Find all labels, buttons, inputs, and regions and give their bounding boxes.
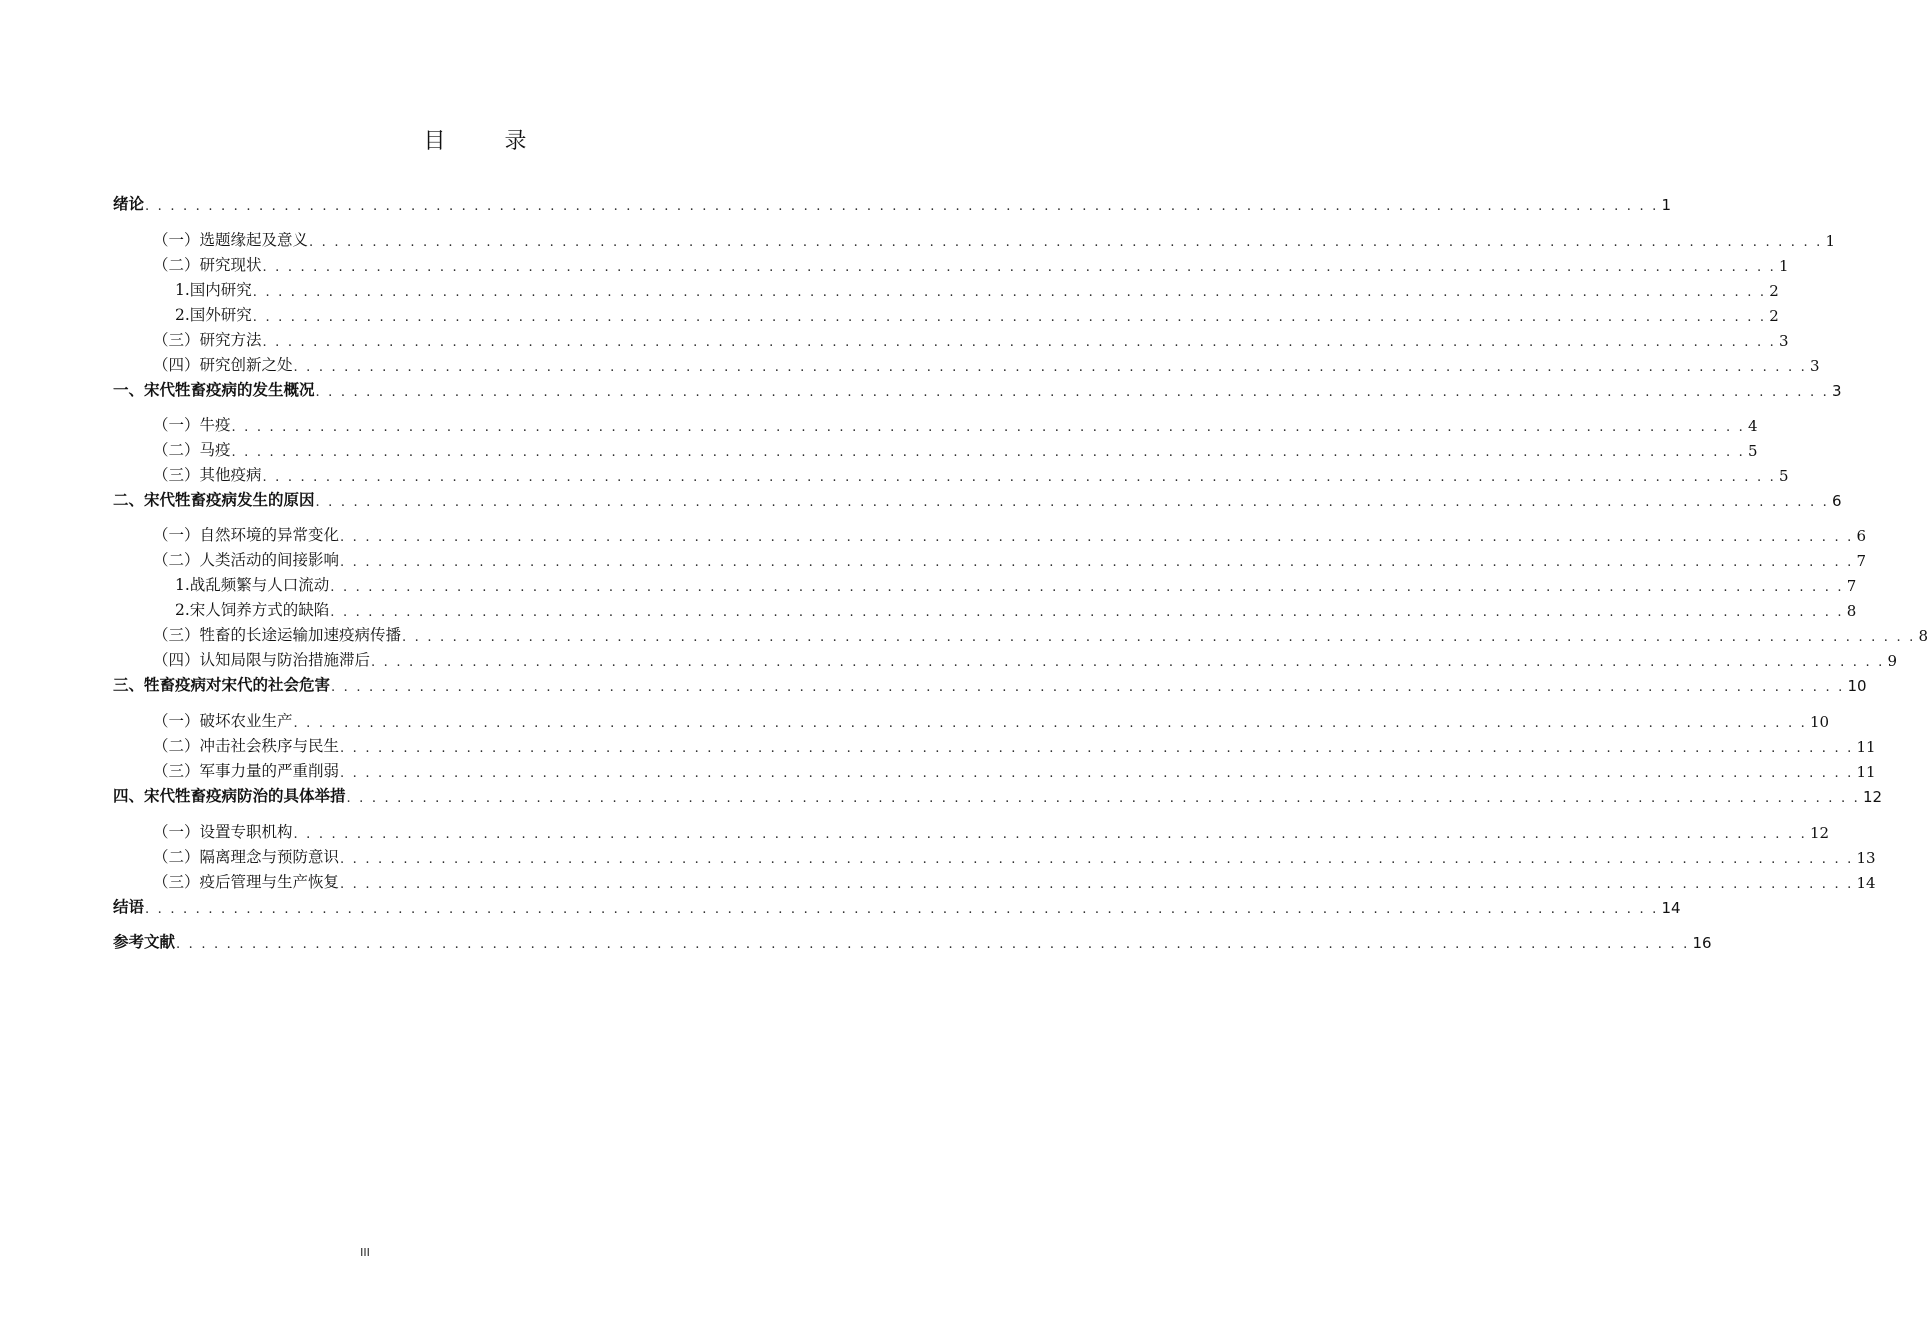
toc-entry-page: 1 [1778, 257, 1789, 275]
page-number: III [360, 1246, 370, 1259]
toc-entry-page: 10 [1809, 713, 1830, 731]
toc-dot-leader: . . . . . . . . . . . . . . . . . . . . . . . . . . . . . . . . . . . . . . . . . . . . . . . . . . . . . . . . . . . . . . . . . . . . . . . . . . . . . . . . . . . . . . . . . . . . . . . . . . . . . . . . . . . . . . . . . . . . . . . . [340, 877, 1854, 892]
toc-entry-page: 14 [1661, 899, 1681, 917]
toc-entry-page: 5 [1747, 442, 1758, 460]
toc-entry[interactable] [113, 671, 1867, 695]
toc-entry-page: 11 [1856, 738, 1876, 756]
toc-dot-leader: . . . . . . . . . . . . . . . . . . . . . . . . . . . . . . . . . . . . . . . . . . . . . . . . . . . . . . . . . . . . . . . . . . . . . . . . . . . . . . . . . . . . . . . . . . . . . . . . . . . . . . . . . . . . . . . . . . . . . . . . [262, 470, 1776, 485]
toc-entry-title: （一）选题缘起及意义 [153, 231, 309, 249]
toc-dot-leader: . . . . . . . . . . . . . . . . . . . . . . . . . . . . . . . . . . . . . . . . . . . . . . . . . . . . . . . . . . . . . . . . . . . . . . . . . . . . . . . . . . . . . . . . . . . . . . . . . . . . . . . . . . . . . . . . . . . . . . . . [293, 360, 1807, 375]
toc-dot-leader: . . . . . . . . . . . . . . . . . . . . . . . . . . . . . . . . . . . . . . . . . . . . . . . . . . . . . . . . . . . . . . . . . . . . . . . . . . . . . . . . . . . . . . . . . . . . . . . . . . . . . . . . . . . . . . . . . . . . . . . . [262, 260, 1776, 275]
toc-entry-title: （一）设置专职机构 [153, 823, 293, 841]
toc-entry-page: 2 [1769, 307, 1779, 325]
toc-dot-leader: . . . . . . . . . . . . . . . . . . . . . . . . . . . . . . . . . . . . . . . . . . . . . . . . . . . . . . . . . . . . . . . . . . . . . . . . . . . . . . . . . . . . . . . . . . . . . . . . . . . . . . . . . . . . . . . . . . . . . . . . [145, 199, 1659, 214]
toc-dot-leader: . . . . . . . . . . . . . . . . . . . . . . . . . . . . . . . . . . . . . . . . . . . . . . . . . . . . . . . . . . . . . . . . . . . . . . . . . . . . . . . . . . . . . . . . . . . . . . . . . . . . . . . . . . . . . . . . . . . . . . . . [330, 605, 1844, 620]
toc-entry-title: （四）认知局限与防治措施滞后 [153, 651, 371, 669]
toc-entry[interactable] [113, 190, 1671, 214]
toc-entry-title: 参考文献 [113, 933, 176, 951]
toc-dot-leader: . . . . . . . . . . . . . . . . . . . . . . . . . . . . . . . . . . . . . . . . . . . . . . . . . . . . . . . . . . . . . . . . . . . . . . . . . . . . . . . . . . . . . . . . . . . . . . . . . . . . . . . . . . . . . . . . . . . . . . . . [293, 827, 1807, 842]
toc-entry-page: 14 [1856, 874, 1876, 892]
toc-entry-title: 二、宋代牲畜疫病发生的原因 [113, 491, 315, 509]
toc-entry-title: 2.国外研究 [175, 306, 252, 324]
toc-entry-page: 16 [1692, 934, 1712, 952]
toc-entry-page: 6 [1856, 527, 1866, 545]
toc-entry[interactable] [113, 757, 1876, 781]
toc-dot-leader: . . . . . . . . . . . . . . . . . . . . . . . . . . . . . . . . . . . . . . . . . . . . . . . . . . . . . . . . . . . . . . . . . . . . . . . . . . . . . . . . . . . . . . . . . . . . . . . . . . . . . . . . . . . . . . . . . . . . . . . . [145, 902, 1659, 917]
toc-entry-title: 三、牲畜疫病对宋代的社会危害 [113, 676, 331, 694]
page-title: 目 录 [423, 129, 553, 154]
toc-dot-leader: . . . . . . . . . . . . . . . . . . . . . . . . . . . . . . . . . . . . . . . . . . . . . . . . . . . . . . . . . . . . . . . . . . . . . . . . . . . . . . . . . . . . . . . . . . . . . . . . . . . . . . . . . . . . . . . . . . . . . . . . [340, 530, 1854, 545]
toc-entry[interactable] [113, 461, 1789, 485]
toc-entry[interactable] [113, 571, 1857, 595]
toc-entry-page: 11 [1856, 763, 1876, 781]
toc-entry-page: 3 [1809, 357, 1820, 375]
toc-entry-page: 2 [1769, 282, 1779, 300]
toc-entry[interactable] [113, 411, 1758, 435]
toc-entry[interactable] [113, 251, 1789, 275]
toc-entry-page: 1 [1661, 196, 1671, 214]
toc-entry-page: 9 [1887, 652, 1897, 670]
toc-entry-title: 一、宋代牲畜疫病的发生概况 [113, 381, 315, 399]
toc-dot-leader: . . . . . . . . . . . . . . . . . . . . . . . . . . . . . . . . . . . . . . . . . . . . . . . . . . . . . . . . . . . . . . . . . . . . . . . . . . . . . . . . . . . . . . . . . . . . . . . . . . . . . . . . . . . . . . . . . . . . . . . . [231, 420, 1745, 435]
toc-dot-leader: . . . . . . . . . . . . . . . . . . . . . . . . . . . . . . . . . . . . . . . . . . . . . . . . . . . . . . . . . . . . . . . . . . . . . . . . . . . . . . . . . . . . . . . . . . . . . . . . . . . . . . . . . . . . . . . . . . . . . . . . [371, 655, 1885, 670]
toc-entry-page: 12 [1862, 788, 1883, 806]
toc-entry-page: 13 [1856, 849, 1876, 867]
toc-entry-title: （三）牲畜的长途运输加速疫病传播 [153, 626, 402, 644]
toc-entry-page: 6 [1831, 492, 1842, 510]
toc-dot-leader: . . . . . . . . . . . . . . . . . . . . . . . . . . . . . . . . . . . . . . . . . . . . . . . . . . . . . . . . . . . . . . . . . . . . . . . . . . . . . . . . . . . . . . . . . . . . . . . . . . . . . . . . . . . . . . . . . . . . . . . . [252, 285, 1767, 300]
toc-entry-page: 3 [1831, 382, 1842, 400]
toc-entry[interactable] [113, 436, 1758, 460]
toc-entry-title: 1.国内研究 [175, 281, 252, 299]
toc-entry-page: 12 [1809, 824, 1830, 842]
toc-entry[interactable] [113, 782, 1883, 806]
toc-dot-leader: . . . . . . . . . . . . . . . . . . . . . . . . . . . . . . . . . . . . . . . . . . . . . . . . . . . . . . . . . . . . . . . . . . . . . . . . . . . . . . . . . . . . . . . . . . . . . . . . . . . . . . . . . . . . . . . . . . . . . . . . [262, 335, 1776, 350]
toc-entry[interactable] [113, 707, 1830, 731]
toc-entry-title: （一）破坏农业生产 [153, 712, 293, 730]
toc-entry-title: （二）马疫 [153, 441, 231, 459]
toc-dot-leader: . . . . . . . . . . . . . . . . . . . . . . . . . . . . . . . . . . . . . . . . . . . . . . . . . . . . . . . . . . . . . . . . . . . . . . . . . . . . . . . . . . . . . . . . . . . . . . . . . . . . . . . . . . . . . . . . . . . . . . . . [309, 235, 1823, 250]
toc-entry[interactable] [113, 621, 1928, 645]
toc-entry-title: （二）人类活动的间接影响 [153, 551, 340, 569]
toc-dot-leader: . . . . . . . . . . . . . . . . . . . . . . . . . . . . . . . . . . . . . . . . . . . . . . . . . . . . . . . . . . . . . . . . . . . . . . . . . . . . . . . . . . . . . . . . . . . . . . . . . . . . . . . . . . . . . . . . . . . . . . . . [293, 716, 1807, 731]
toc-entry[interactable] [113, 596, 1857, 620]
toc-entry[interactable] [113, 301, 1779, 325]
toc-entry-title: 结语 [113, 898, 145, 916]
toc-entry[interactable] [113, 351, 1820, 375]
toc-dot-leader: . . . . . . . . . . . . . . . . . . . . . . . . . . . . . . . . . . . . . . . . . . . . . . . . . . . . . . . . . . . . . . . . . . . . . . . . . . . . . . . . . . . . . . . . . . . . . . . . . . . . . . . . . . . . . . . . . . . . . . . . [331, 680, 1845, 695]
toc-entry-title: （二）隔离理念与预防意识 [153, 848, 340, 866]
toc-entry-page: 8 [1918, 627, 1928, 645]
toc-entry[interactable] [113, 646, 1897, 670]
toc-entry-title: （四）研究创新之处 [153, 356, 293, 374]
toc-entry-page: 8 [1846, 602, 1857, 620]
toc-entry-page: 10 [1847, 677, 1867, 695]
toc-entry[interactable] [113, 546, 1866, 570]
toc-entry-page: 1 [1825, 232, 1835, 250]
toc-entry[interactable] [113, 521, 1866, 545]
toc-entry[interactable] [113, 376, 1842, 400]
toc-entry[interactable] [113, 276, 1779, 300]
toc-entry[interactable] [113, 732, 1876, 756]
toc-entry-title: （一）牛疫 [153, 416, 231, 434]
toc-entry-title: （三）疫后管理与生产恢复 [153, 873, 340, 891]
toc-entry[interactable] [113, 326, 1789, 350]
toc-entry-page: 7 [1856, 552, 1866, 570]
toc-entry[interactable] [113, 226, 1835, 250]
toc-entry-title: 绪论 [113, 195, 145, 213]
toc-entry-title: 1.战乱频繁与人口流动 [175, 576, 330, 594]
toc-entry-title: （三）研究方法 [153, 331, 262, 349]
toc-entry[interactable] [113, 868, 1876, 892]
toc-entry-title: （一）自然环境的异常变化 [153, 526, 340, 544]
toc-entry-title: （二）冲击社会秩序与民生 [153, 737, 340, 755]
toc-dot-leader: . . . . . . . . . . . . . . . . . . . . . . . . . . . . . . . . . . . . . . . . . . . . . . . . . . . . . . . . . . . . . . . . . . . . . . . . . . . . . . . . . . . . . . . . . . . . . . . . . . . . . . . . . . . . . . . . . . . . . . . . [346, 791, 1860, 806]
toc-entry-title: 2.宋人饲养方式的缺陷 [175, 601, 330, 619]
toc-entry-page: 5 [1778, 467, 1789, 485]
toc-entry[interactable] [113, 893, 1681, 917]
toc-dot-leader: . . . . . . . . . . . . . . . . . . . . . . . . . . . . . . . . . . . . . . . . . . . . . . . . . . . . . . . . . . . . . . . . . . . . . . . . . . . . . . . . . . . . . . . . . . . . . . . . . . . . . . . . . . . . . . . . . . . . . . . . [330, 580, 1844, 595]
toc-dot-leader: . . . . . . . . . . . . . . . . . . . . . . . . . . . . . . . . . . . . . . . . . . . . . . . . . . . . . . . . . . . . . . . . . . . . . . . . . . . . . . . . . . . . . . . . . . . . . . . . . . . . . . . . . . . . . . . . . . . . . . . . [315, 495, 1829, 510]
toc-entry[interactable] [113, 486, 1842, 510]
toc-dot-leader: . . . . . . . . . . . . . . . . . . . . . . . . . . . . . . . . . . . . . . . . . . . . . . . . . . . . . . . . . . . . . . . . . . . . . . . . . . . . . . . . . . . . . . . . . . . . . . . . . . . . . . . . . . . . . . . . . . . . . . . . [340, 555, 1854, 570]
toc-dot-leader: . . . . . . . . . . . . . . . . . . . . . . . . . . . . . . . . . . . . . . . . . . . . . . . . . . . . . . . . . . . . . . . . . . . . . . . . . . . . . . . . . . . . . . . . . . . . . . . . . . . . . . . . . . . . . . . . . . . . . . . . [402, 630, 1916, 645]
toc-dot-leader: . . . . . . . . . . . . . . . . . . . . . . . . . . . . . . . . . . . . . . . . . . . . . . . . . . . . . . . . . . . . . . . . . . . . . . . . . . . . . . . . . . . . . . . . . . . . . . . . . . . . . . . . . . . . . . . . . . . . . . . . [252, 310, 1767, 325]
toc-dot-leader: . . . . . . . . . . . . . . . . . . . . . . . . . . . . . . . . . . . . . . . . . . . . . . . . . . . . . . . . . . . . . . . . . . . . . . . . . . . . . . . . . . . . . . . . . . . . . . . . . . . . . . . . . . . . . . . . . . . . . . . . [231, 445, 1745, 460]
toc-entry-title: （三）军事力量的严重削弱 [153, 762, 340, 780]
toc-entry-title: （三）其他疫病 [153, 466, 262, 484]
toc-dot-leader: . . . . . . . . . . . . . . . . . . . . . . . . . . . . . . . . . . . . . . . . . . . . . . . . . . . . . . . . . . . . . . . . . . . . . . . . . . . . . . . . . . . . . . . . . . . . . . . . . . . . . . . . . . . . . . . . . . . . . . . . [315, 385, 1829, 400]
toc-entry-title: （二）研究现状 [153, 256, 262, 274]
toc-dot-leader: . . . . . . . . . . . . . . . . . . . . . . . . . . . . . . . . . . . . . . . . . . . . . . . . . . . . . . . . . . . . . . . . . . . . . . . . . . . . . . . . . . . . . . . . . . . . . . . . . . . . . . . . . . . . . . . . . . . . . . . . [176, 937, 1690, 952]
toc-entry[interactable] [113, 843, 1876, 867]
toc-entry[interactable] [113, 928, 1712, 952]
toc-dot-leader: . . . . . . . . . . . . . . . . . . . . . . . . . . . . . . . . . . . . . . . . . . . . . . . . . . . . . . . . . . . . . . . . . . . . . . . . . . . . . . . . . . . . . . . . . . . . . . . . . . . . . . . . . . . . . . . . . . . . . . . . [340, 852, 1854, 867]
toc-dot-leader: . . . . . . . . . . . . . . . . . . . . . . . . . . . . . . . . . . . . . . . . . . . . . . . . . . . . . . . . . . . . . . . . . . . . . . . . . . . . . . . . . . . . . . . . . . . . . . . . . . . . . . . . . . . . . . . . . . . . . . . . [340, 741, 1854, 756]
toc-entry-page: 3 [1778, 332, 1789, 350]
toc-dot-leader: . . . . . . . . . . . . . . . . . . . . . . . . . . . . . . . . . . . . . . . . . . . . . . . . . . . . . . . . . . . . . . . . . . . . . . . . . . . . . . . . . . . . . . . . . . . . . . . . . . . . . . . . . . . . . . . . . . . . . . . . [340, 766, 1854, 781]
toc-entry-title: 四、宋代牲畜疫病防治的具体举措 [113, 787, 346, 805]
toc-entry-page: 7 [1846, 577, 1857, 595]
toc-entry-page: 4 [1747, 417, 1758, 435]
toc-entry[interactable] [113, 818, 1830, 842]
